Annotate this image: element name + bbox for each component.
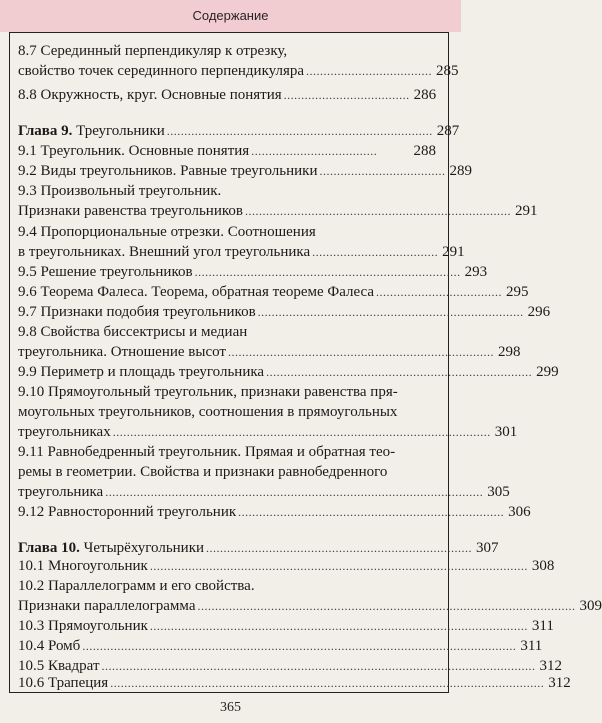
toc-page-number: 311 [531, 618, 554, 634]
toc-text: 9.4 Пропорциональные отрезки. Соотношения [18, 224, 316, 240]
toc-line [18, 637, 543, 655]
toc-page-number: 288 [413, 143, 436, 159]
toc-line [18, 657, 563, 675]
toc-line [18, 343, 521, 361]
toc-line [18, 503, 531, 521]
toc-line [18, 323, 436, 341]
toc-leader-dots: ............................................................................................................ [149, 619, 528, 633]
toc-line [18, 557, 555, 575]
toc-text: 10.6 Трапеция [18, 675, 109, 691]
toc-leader-dots: ............................................................................ [166, 124, 433, 138]
toc-text: Признаки равенства треугольников [18, 203, 243, 219]
toc-text: 9.9 Периметр и площадь треугольника [18, 364, 265, 380]
toc-line [18, 283, 529, 301]
toc-line [18, 597, 602, 615]
toc-text: моугольных треугольников, соотношения в прямоугольных [18, 404, 398, 420]
chapter-title: Треугольники [72, 123, 165, 139]
toc-leader-dots: ............................................................................ [227, 345, 494, 359]
toc-leader-dots: ............................................................................................................ [112, 425, 491, 439]
toc-text: 8.8 Окружность, круг. Основные понятия [18, 87, 282, 103]
chapter-label: Глава 9. [18, 123, 73, 139]
toc-line [18, 303, 551, 321]
toc-leader-dots: .................................... [319, 164, 446, 178]
toc-text: 9.11 Равнобедренный треугольник. Прямая и обратная тео- [18, 444, 396, 460]
toc-line [18, 403, 436, 421]
toc-leader-dots: ............................................................................................................................ [82, 639, 517, 653]
chapter-label: Глава 10. [18, 540, 80, 556]
toc-line [18, 423, 518, 441]
toc-leader-dots: .................................... [251, 144, 378, 158]
toc-page-number: 307 [476, 540, 499, 556]
toc-page-number: 301 [494, 424, 518, 440]
toc-text: 9.10 Прямоугольный треугольник, признаки равенства пря- [18, 384, 398, 400]
toc-line [18, 577, 436, 595]
toc-text: Признаки параллелограмма [18, 598, 196, 614]
toc-leader-dots: ............................................................................ [206, 541, 473, 555]
chapter-title: Четырёхугольники [79, 540, 205, 556]
toc-page-number: 306 [508, 504, 531, 520]
toc-page-number: 311 [520, 638, 543, 654]
toc-text: 9.12 Равносторонний треугольник [18, 504, 237, 520]
toc-leader-dots: ............................................................................ [257, 305, 524, 319]
toc-line [18, 42, 436, 60]
toc-text: треугольниках [18, 424, 111, 440]
toc-line [18, 674, 571, 692]
toc-text: 8.7 Серединный перпендикуляр к отрезку, [18, 43, 288, 59]
toc-leader-dots: ............................................................................ [238, 505, 505, 519]
toc-leader-dots: ............................................................................ [266, 365, 533, 379]
toc-line [18, 243, 465, 261]
toc-text [18, 122, 165, 140]
toc-page-number: 291 [514, 203, 538, 219]
page-number: 365 [220, 700, 241, 715]
toc-page-number: 295 [506, 284, 529, 300]
toc-page-number: 312 [539, 658, 563, 674]
toc-leader-dots: ............................................................................................................ [105, 485, 484, 499]
toc-line [18, 202, 538, 220]
toc-line [18, 263, 488, 281]
toc-line [18, 363, 559, 381]
toc-text: треугольника. Отношение высот [18, 344, 226, 360]
toc-text: 9.1 Треугольник. Основные понятия [18, 143, 250, 159]
toc-leader-dots: .................................... [283, 88, 410, 102]
toc-leader-dots: .................................... [376, 285, 503, 299]
chapter-heading [18, 539, 499, 557]
toc-text: 9.2 Виды треугольников. Равные треугольники [18, 163, 318, 179]
toc-leader-dots: .................................... [312, 245, 439, 259]
toc-text: 9.5 Решение треугольников [18, 264, 193, 280]
toc-text: свойство точек серединного перпендикуляра [18, 63, 305, 79]
toc-line [18, 483, 510, 501]
toc-text [18, 539, 204, 557]
page-header-title: Содержание [192, 8, 269, 23]
toc-text: 9.6 Теорема Фалеса. Теорема, обратная теореме Фалеса [18, 284, 375, 300]
toc-leader-dots: ............................................................................................................ [197, 599, 576, 613]
toc-page-number: 309 [579, 598, 602, 614]
toc-line [18, 162, 472, 180]
toc-line [18, 617, 554, 635]
toc-page-number: 296 [527, 304, 551, 320]
toc-page-number: 285 [436, 63, 459, 79]
toc-page-number: 299 [536, 364, 559, 380]
toc-page-number: 298 [497, 344, 521, 360]
toc-line [18, 182, 436, 200]
toc-leader-dots: ............................................................................................................ [149, 559, 528, 573]
toc-page-number: 312 [548, 675, 571, 691]
toc-text: 10.2 Параллелограмм и его свойства. [18, 578, 255, 594]
toc-line [18, 86, 436, 104]
toc-text: 10.5 Квадрат [18, 658, 100, 674]
toc-page-number: 308 [531, 558, 555, 574]
toc-text: 10.3 Прямоугольник [18, 618, 148, 634]
toc-page-number: 305 [487, 484, 510, 500]
toc-line [18, 62, 459, 80]
toc-text: 9.8 Свойства биссектрисы и медиан [18, 324, 248, 340]
toc-line [18, 443, 436, 461]
toc-text: 10.1 Многоугольник [18, 558, 148, 574]
toc-leader-dots: ............................................................................ [244, 204, 511, 218]
toc-line [18, 223, 436, 241]
toc-line [18, 383, 436, 401]
toc-text: 9.3 Произвольный треугольник. [18, 183, 222, 199]
toc-page-number: 289 [449, 163, 472, 179]
toc-leader-dots: ............................................................................................................................ [101, 659, 536, 673]
toc-page-number: 287 [436, 123, 460, 139]
toc-text: в треугольниках. Внешний угол треугольника [18, 244, 311, 260]
toc-page-number: 286 [413, 87, 437, 103]
toc-text: 10.4 Ромб [18, 638, 81, 654]
toc-text: треугольника [18, 484, 104, 500]
toc-leader-dots: ............................................................................ [194, 265, 461, 279]
chapter-heading [18, 122, 460, 140]
toc-leader-dots: .................................... [306, 64, 433, 78]
toc-line [18, 142, 436, 160]
toc-text: ремы в геометрии. Свойства и признаки равнобедренного [18, 464, 388, 480]
toc-page-number: 293 [464, 264, 488, 280]
toc-line [18, 463, 436, 481]
toc-text: 9.7 Признаки подобия треугольников [18, 304, 256, 320]
toc-page-number: 291 [442, 244, 465, 260]
toc-leader-dots: ............................................................................................................................ [110, 676, 545, 690]
